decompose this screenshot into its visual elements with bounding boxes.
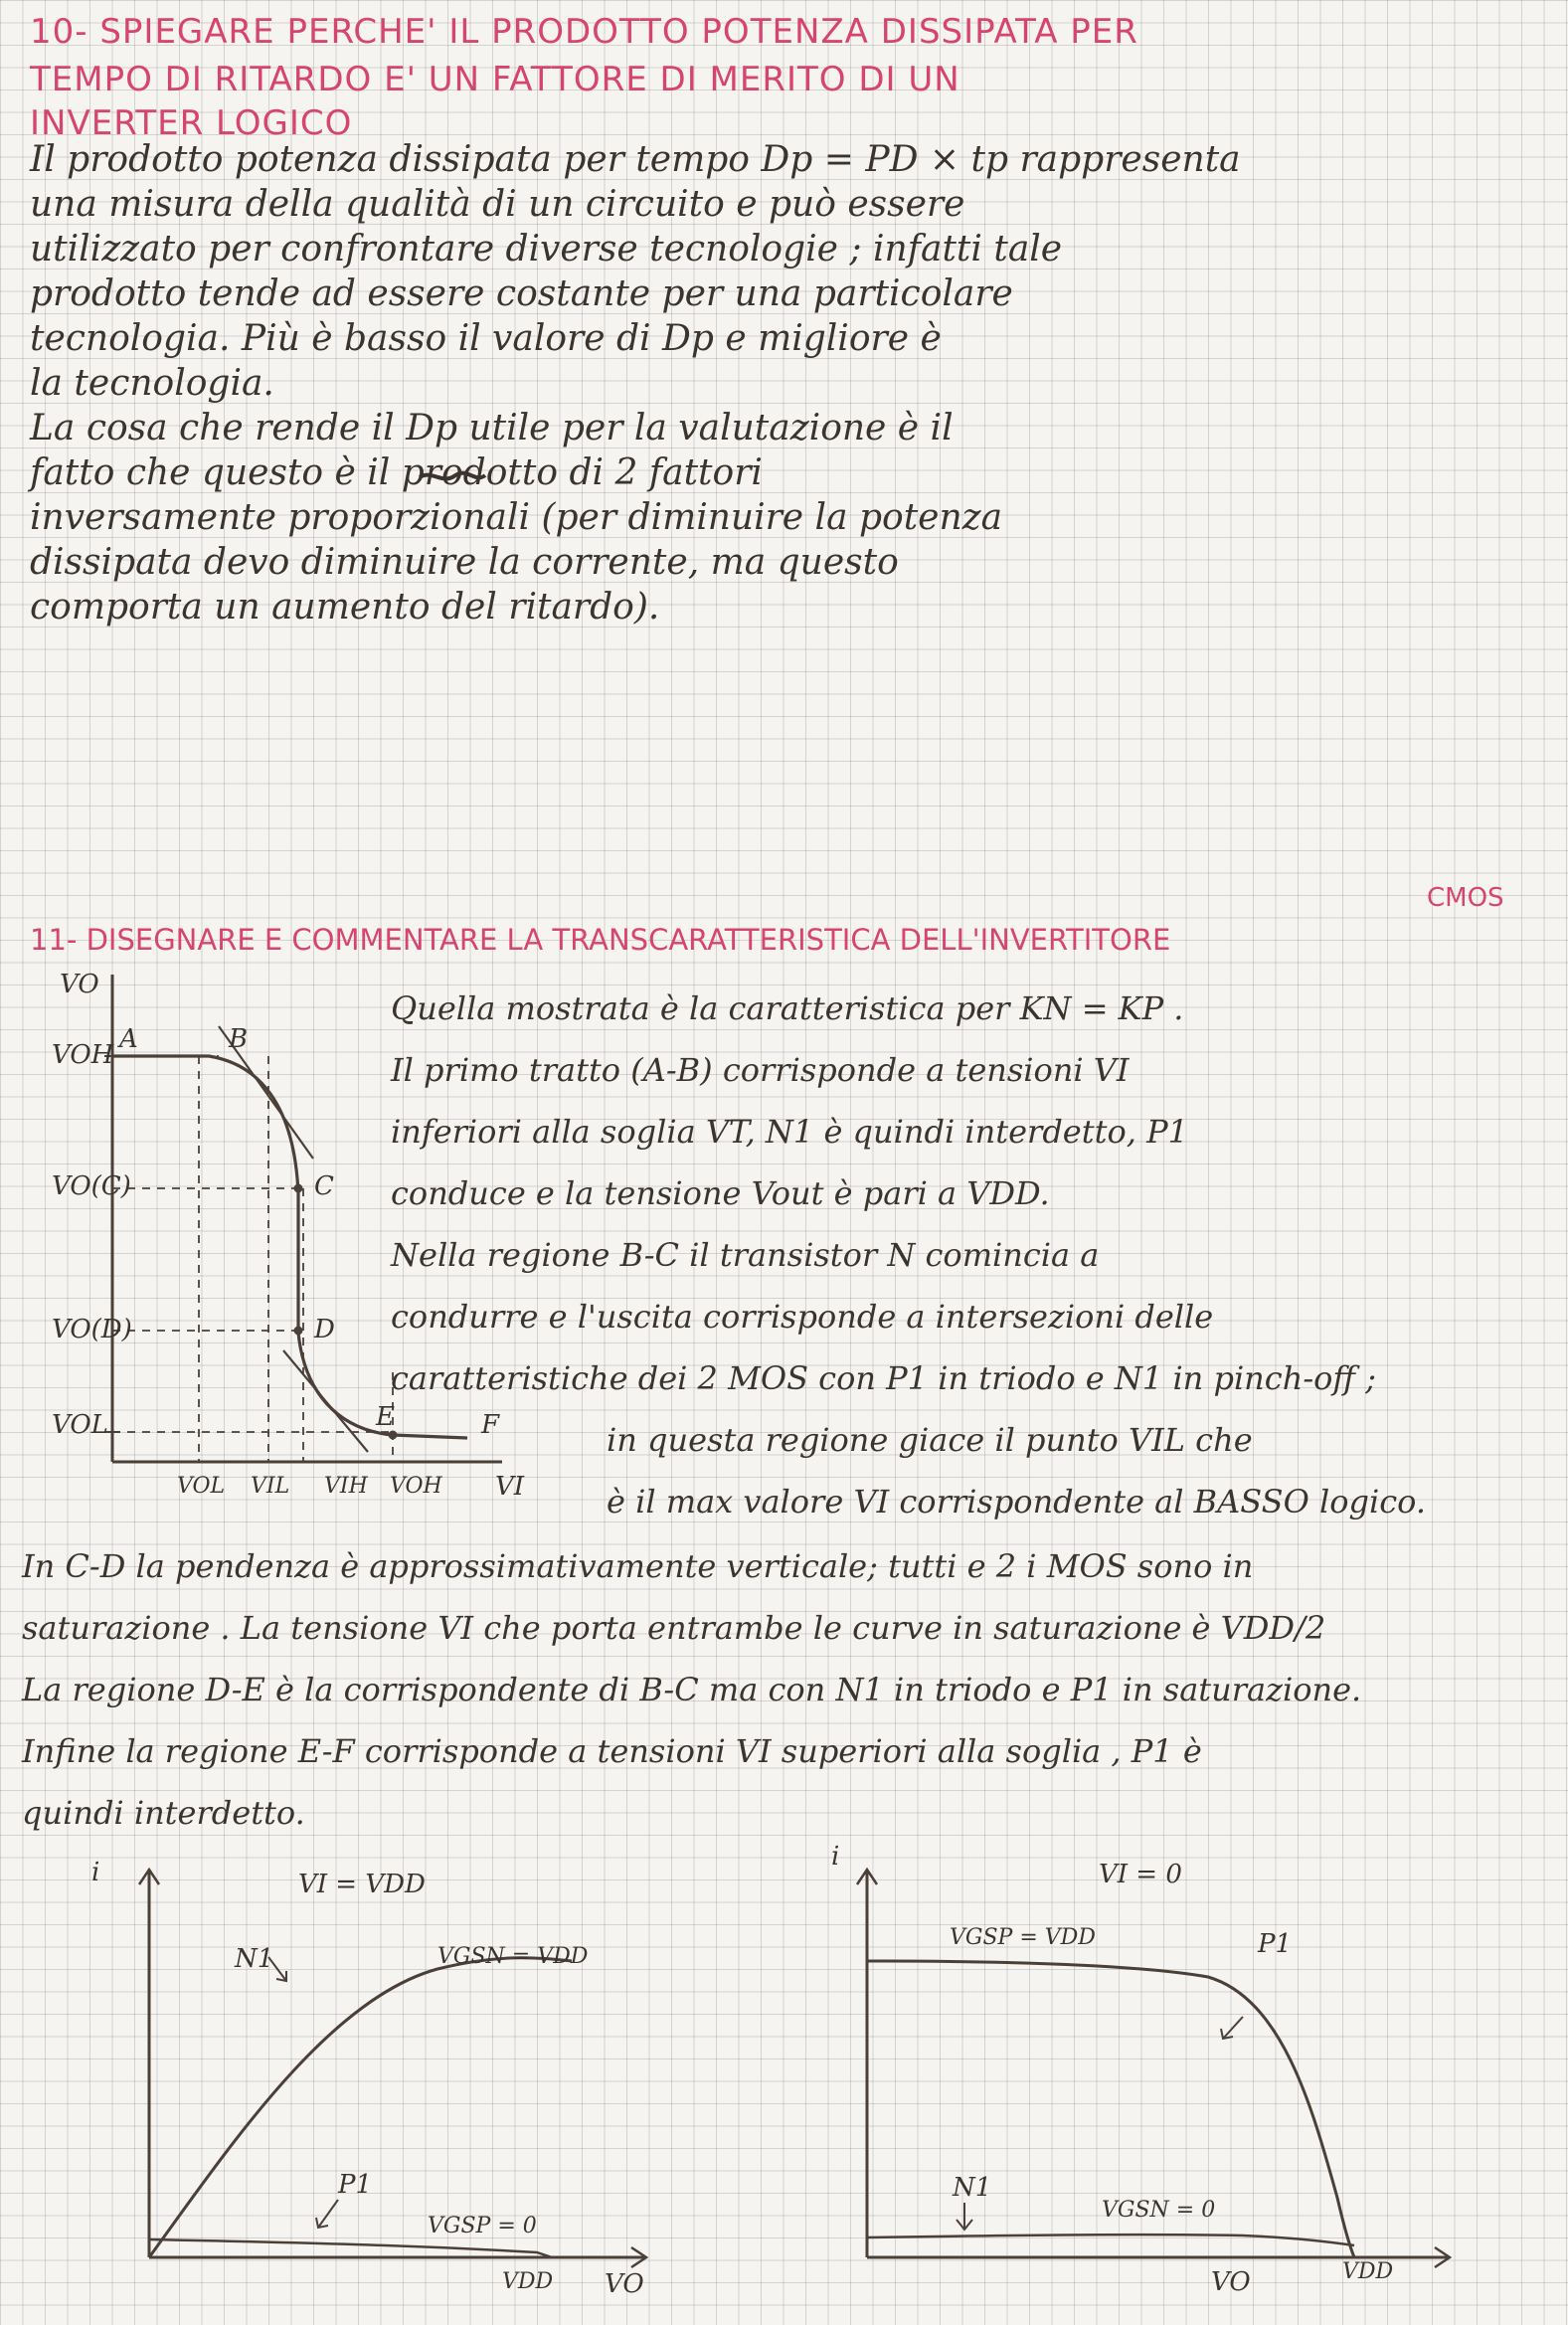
- q11-text-line: conduce e la tensione Vout è pari a VDD.: [391, 1174, 1050, 1212]
- tick-x-vol: VOL: [177, 1474, 226, 1499]
- left-x-label: VO: [605, 2269, 644, 2299]
- q10-title-line-1: 10- SPIEGARE PERCHE' IL PRODOTTO POTENZA DISSIPATA PER: [30, 12, 1138, 52]
- tick-voh: VOH: [52, 1040, 114, 1070]
- tick-vo-d: VO(D): [52, 1315, 132, 1344]
- point-e: E: [376, 1402, 395, 1432]
- q10-body-line: la tecnologia.: [30, 363, 274, 404]
- point-c: C: [314, 1171, 334, 1201]
- q10-title-line-2: TEMPO DI RITARDO E' UN FATTORE DI MERITO DI UN: [30, 60, 960, 99]
- right-vgsp-label: VGSP = VDD: [950, 1925, 1096, 1950]
- tick-x-vih: VIH: [324, 1474, 368, 1499]
- q11-text-line: caratteristiche dei 2 MOS con P1 in triodo e N1 in pinch-off ;: [391, 1359, 1377, 1397]
- left-vgsn-label: VGSN = VDD: [437, 1944, 589, 1969]
- curve-n1-right: [867, 2235, 1354, 2245]
- right-vgsn-label: VGSN = 0: [1102, 2198, 1216, 2223]
- right-x-label: VO: [1211, 2267, 1251, 2297]
- q10-title-line-3: INVERTER LOGICO: [30, 103, 353, 143]
- left-n1-label: N1: [235, 1944, 274, 1974]
- q11-text-line: quindi interdetto.: [22, 1794, 305, 1832]
- right-p1-label: P1: [1258, 1929, 1293, 1959]
- q10-body-line: Il prodotto potenza dissipata per tempo Dp = PD × tp rappresenta: [30, 139, 1241, 180]
- q10-body-line: prodotto tende ad essere costante per una particolare: [30, 273, 1013, 314]
- point-d: D: [314, 1315, 335, 1344]
- q11-text-line: saturazione . La tensione VI che porta entrambe le curve in saturazione è VDD/2: [22, 1609, 1326, 1647]
- q11-text-line: La regione D-E è la corrispondente di B-C ma con N1 in triodo e P1 in saturazione.: [22, 1671, 1362, 1708]
- left-p1-label: P1: [338, 2170, 373, 2200]
- curve-p1-left: [149, 2239, 552, 2257]
- q10-body-line: tecnologia. Più è basso il valore di Dp e migliore è: [30, 318, 942, 359]
- q10-body-line: La cosa che rende il Dp utile per la valutazione è il: [30, 408, 954, 448]
- q11-text-line: In C-D la pendenza è approssimativamente verticale; tutti e 2 i MOS sono in: [22, 1547, 1254, 1585]
- q11-text-line: inferiori alla soglia VT, N1 è quindi interdetto, P1: [391, 1113, 1188, 1151]
- right-vdd-label: VDD: [1342, 2259, 1394, 2284]
- point-a: A: [119, 1024, 138, 1054]
- q11-text-line: Il primo tratto (A-B) corrisponde a tensioni VI: [391, 1051, 1130, 1089]
- transfer-x-label: VI: [495, 1472, 525, 1502]
- curve-n1-left: [149, 1958, 572, 2257]
- q11-text-line: condurre e l'uscita corrisponde a intersezioni delle: [391, 1298, 1214, 1336]
- q10-body-line: una misura della qualità di un circuito e può essere: [30, 184, 965, 225]
- cmos-note: CMOS: [1427, 883, 1504, 913]
- left-condition: VI = VDD: [298, 1870, 426, 1899]
- right-n1-label: N1: [953, 2173, 992, 2203]
- right-condition: VI = 0: [1099, 1860, 1182, 1889]
- point-b: B: [229, 1024, 249, 1054]
- right-y-label: i: [831, 1842, 840, 1872]
- q10-body-line: inversamente proporzionali (per diminuire la potenza: [30, 497, 1003, 538]
- q11-text-line: è il max valore VI corrispondente al BASSO logico.: [607, 1483, 1426, 1520]
- tick-x-voh: VOH: [390, 1474, 442, 1499]
- q10-body-line: comporta un aumento del ritardo).: [30, 587, 660, 627]
- q11-text-line: Quella mostrata è la caratteristica per KN = KP .: [391, 989, 1184, 1027]
- transfer-y-label: VO: [60, 970, 99, 999]
- point-f: F: [481, 1410, 500, 1440]
- tick-vol: VOL: [52, 1410, 108, 1440]
- q11-text-line: Nella regione B-C il transistor N comincia a: [391, 1236, 1100, 1274]
- tangent-d: [283, 1350, 368, 1452]
- q11-title: 11- DISEGNARE E COMMENTARE LA TRANSCARATTERISTICA DELL'INVERTITORE: [30, 923, 1171, 957]
- q10-body-line: fatto che questo è il prodotto di 2 fattori: [30, 452, 763, 493]
- left-vgsp-label: VGSP = 0: [428, 2214, 537, 2238]
- iv-right-svg: [0, 0, 1491, 457]
- q10-body-line: utilizzato per confrontare diverse tecnologie ; infatti tale: [30, 229, 1063, 269]
- q11-text-line: Infine la regione E-F corrisponde a tensioni VI superiori alla soglia , P1 è: [22, 1732, 1202, 1770]
- q11-text-line: in questa regione giace il punto VIL che: [607, 1421, 1253, 1459]
- left-vdd-label: VDD: [502, 2269, 554, 2294]
- tick-x-vil: VIL: [251, 1474, 290, 1499]
- q10-body-line: dissipata devo diminuire la corrente, ma questo: [30, 542, 899, 583]
- tick-vo-c: VO(C): [52, 1171, 131, 1201]
- left-y-label: i: [91, 1858, 100, 1887]
